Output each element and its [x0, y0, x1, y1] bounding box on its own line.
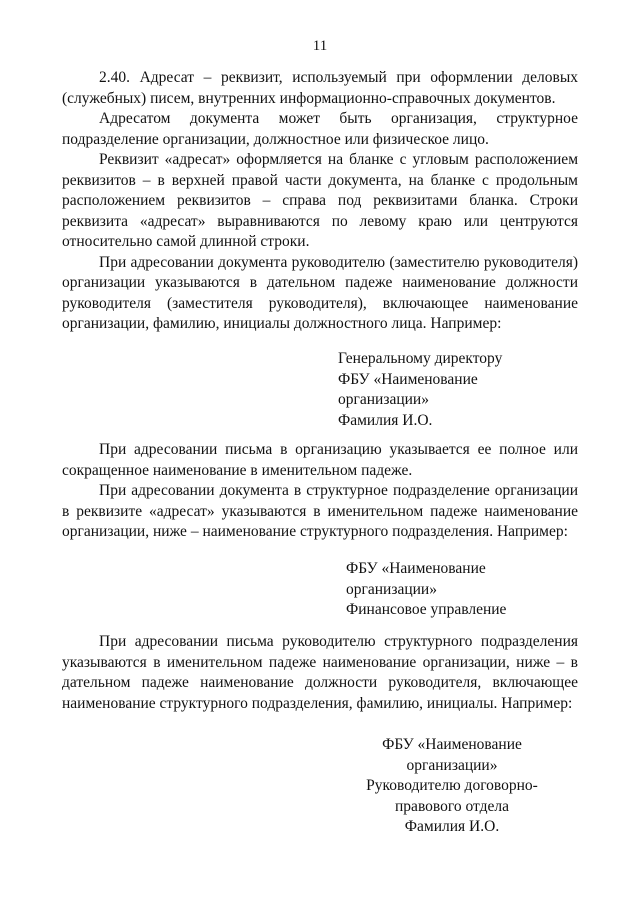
section-addressee-department-head — [62, 632, 578, 714]
example-addressee-head — [338, 349, 502, 431]
example-line: ФБУ «Наименование — [382, 736, 522, 753]
example-line: Генеральному директору — [338, 350, 503, 367]
example-line: организации» — [346, 580, 437, 598]
paragraph-addressee-department-head: При адресовании письма руководителю структурного подразделения указываются в именительном падеже наименование организации, ниже – в дательном падеже наименование должности руководителя, включающее наименование структурного подразделения, фамилию, инициалы. Например: — [62, 633, 578, 712]
example-line: ФБУ «Наименование — [346, 560, 486, 577]
example-line: ФБУ «Наименование — [338, 370, 478, 388]
example-line: Руководителю договорно- — [366, 777, 538, 794]
page-number: 11 — [312, 38, 328, 54]
example-line: правового отдела — [395, 797, 509, 815]
paragraph-addressee-department: При адресовании документа в структурное подразделение организации в реквизите «адресат» указываются в именительном падеже наименование организации, ниже – наименование структурного подразделения. Например: — [62, 482, 578, 540]
example-line: Фамилия И.О. — [338, 411, 433, 429]
paragraph-addressee-types: Адресатом документа может быть организация, структурное подразделение организации, должностное или физическое лицо. — [62, 110, 578, 148]
paragraph-addressee-definition: 2.40. Адресат – реквизит, используемый при оформлении деловых (служебных) писем, внутренних информационно-справочных документов. — [62, 69, 578, 107]
section-addressee-organization — [62, 440, 578, 543]
paragraph-addressee-organization: При адресовании письма в организацию указывается ее полное или сокращенное наименование в именительном падеже. — [62, 441, 578, 479]
example-line: организации» — [338, 391, 429, 408]
example-addressee-department — [346, 559, 506, 621]
paragraph-addressee-to-head: При адресовании документа руководителю (заместителю руководителя) организации указываются в дательном падеже наименование должности руководителя (заместителя руководителя), включающее наименование организации, фамилию, инициалы должностного лица. Например: — [62, 253, 578, 332]
section-addressee-definition — [62, 68, 578, 335]
example-line: Фамилия И.О. — [404, 818, 500, 835]
example-line: организации» — [406, 756, 498, 774]
paragraph-addressee-placement: Реквизит «адресат» оформляется на бланке с угловым расположением реквизитов – в верхней правой части документа, на бланке с продольным расположением реквизитов – справа под реквизитами бланка. Строки реквизита «адресат» выравниваются по левому краю или центруются относительно самой длинной строки. — [62, 151, 578, 250]
example-line: Финансовое управление — [346, 601, 507, 618]
example-addressee-department-head — [360, 735, 544, 838]
